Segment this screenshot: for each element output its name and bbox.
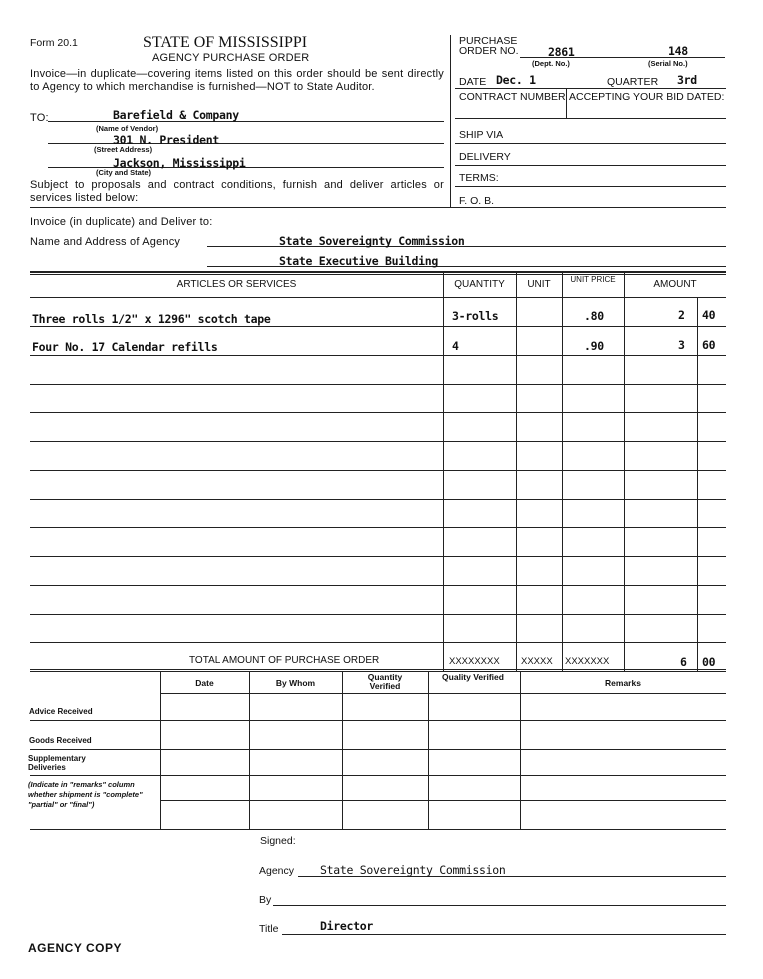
total-quantity-x: XXXXXXXX [449, 656, 500, 667]
delivery-label: DELIVERY [459, 151, 511, 163]
title-label: Title [259, 923, 279, 935]
total-dollars: 6 [680, 655, 687, 669]
item-cents: 60 [702, 338, 716, 352]
to-label: TO: [30, 112, 49, 124]
vendor-name-caption: (Name of Vendor) [96, 124, 159, 133]
amount-header: AMOUNT [653, 279, 697, 290]
contract-number-label: CONTRACT NUMBER [459, 91, 566, 103]
quarter-value: 3rd [677, 73, 697, 87]
agency-sign-value: State Sovereignty Commission [320, 863, 506, 877]
item-dollars: 3 [678, 338, 685, 352]
agency-copy-label: AGENCY COPY [28, 941, 122, 955]
item-dollars: 2 [678, 308, 685, 322]
by-label: By [259, 894, 272, 906]
form-subtitle: AGENCY PURCHASE ORDER [152, 52, 310, 64]
item-cents: 40 [702, 308, 716, 322]
quantity-verified-header: Quantity Verified [367, 672, 403, 691]
dept-no: 2861 [548, 45, 575, 59]
title-value: Director [320, 919, 373, 933]
articles-header: ARTICLES OR SERVICES [176, 279, 297, 290]
agency-name-label: Name and Address of Agency [30, 236, 181, 248]
dept-caption: (Dept. No.) [532, 59, 570, 68]
serial-caption: (Serial No.) [648, 59, 688, 68]
terms-label: TERMS: [459, 172, 499, 184]
subject-text: Subject to proposals and contract conditions, furnish and deliver articles or services listed below: [30, 179, 444, 204]
quarter-label: QUARTER [607, 76, 659, 88]
invoice-instructions: Invoice—in duplicate—covering items listed on this order should be sent directly to Agency to which merchandise is furnished—NOT to State Auditor. [30, 68, 444, 93]
agency-sign-label: Agency [259, 865, 295, 877]
vendor-city: Jackson, Mississippi [113, 156, 246, 170]
remarks-note: (Indicate in "remarks" column whether shipment is "complete" "partial" or "final") [28, 780, 143, 809]
item-quantity: 3-rolls [452, 309, 499, 323]
receipt-by-whom-header: By Whom [275, 678, 316, 688]
goods-received-label: Goods Received [29, 736, 92, 745]
ship-via-label: SHIP VIA [459, 129, 504, 141]
agency-name: State Sovereignty Commission [279, 234, 465, 248]
receipt-date-header: Date [195, 678, 214, 688]
vendor-name: Barefield & Company [113, 108, 239, 122]
item-article: Four No. 17 Calendar refills [32, 340, 218, 354]
vendor-city-caption: (City and State) [96, 168, 152, 177]
serial-no: 148 [668, 44, 688, 58]
po-label-1: PURCHASE [459, 35, 518, 47]
advice-received-label: Advice Received [29, 707, 93, 716]
supplementary-deliveries-label: Supplementary Deliveries [28, 754, 86, 772]
item-article: Three rolls 1/2" x 1296" scotch tape [32, 312, 271, 326]
total-unit-x: XXXXX [521, 656, 553, 667]
unit-price-header: UNIT PRICE [570, 275, 616, 284]
vendor-street-caption: (Street Address) [94, 145, 153, 154]
quality-verified-header: Quality Verified [442, 672, 504, 682]
vendor-street: 301 N. President [113, 133, 219, 147]
state-title: STATE OF MISSISSIPPI [143, 34, 308, 51]
fob-label: F. O. B. [459, 195, 495, 207]
quantity-header: QUANTITY [454, 279, 505, 290]
date-label: DATE [459, 76, 487, 88]
total-unit-price-x: XXXXXXX [565, 656, 610, 667]
agency-address: State Executive Building [279, 254, 438, 268]
signed-label: Signed: [260, 835, 296, 847]
item-unit-price: .80 [584, 309, 604, 323]
form-number: Form 20.1 [30, 37, 78, 49]
total-label: TOTAL AMOUNT OF PURCHASE ORDER [189, 655, 380, 666]
po-label-2: ORDER NO. [459, 45, 519, 57]
date-value: Dec. 1 [496, 73, 536, 87]
item-unit-price: .90 [584, 339, 604, 353]
deliver-to-label: Invoice (in duplicate) and Deliver to: [30, 216, 213, 228]
unit-header: UNIT [527, 279, 551, 290]
item-quantity: 4 [452, 339, 459, 353]
total-cents: 00 [702, 655, 716, 669]
accepting-bid-label: ACCEPTING YOUR BID DATED: [569, 91, 725, 103]
remarks-header: Remarks [605, 678, 641, 688]
